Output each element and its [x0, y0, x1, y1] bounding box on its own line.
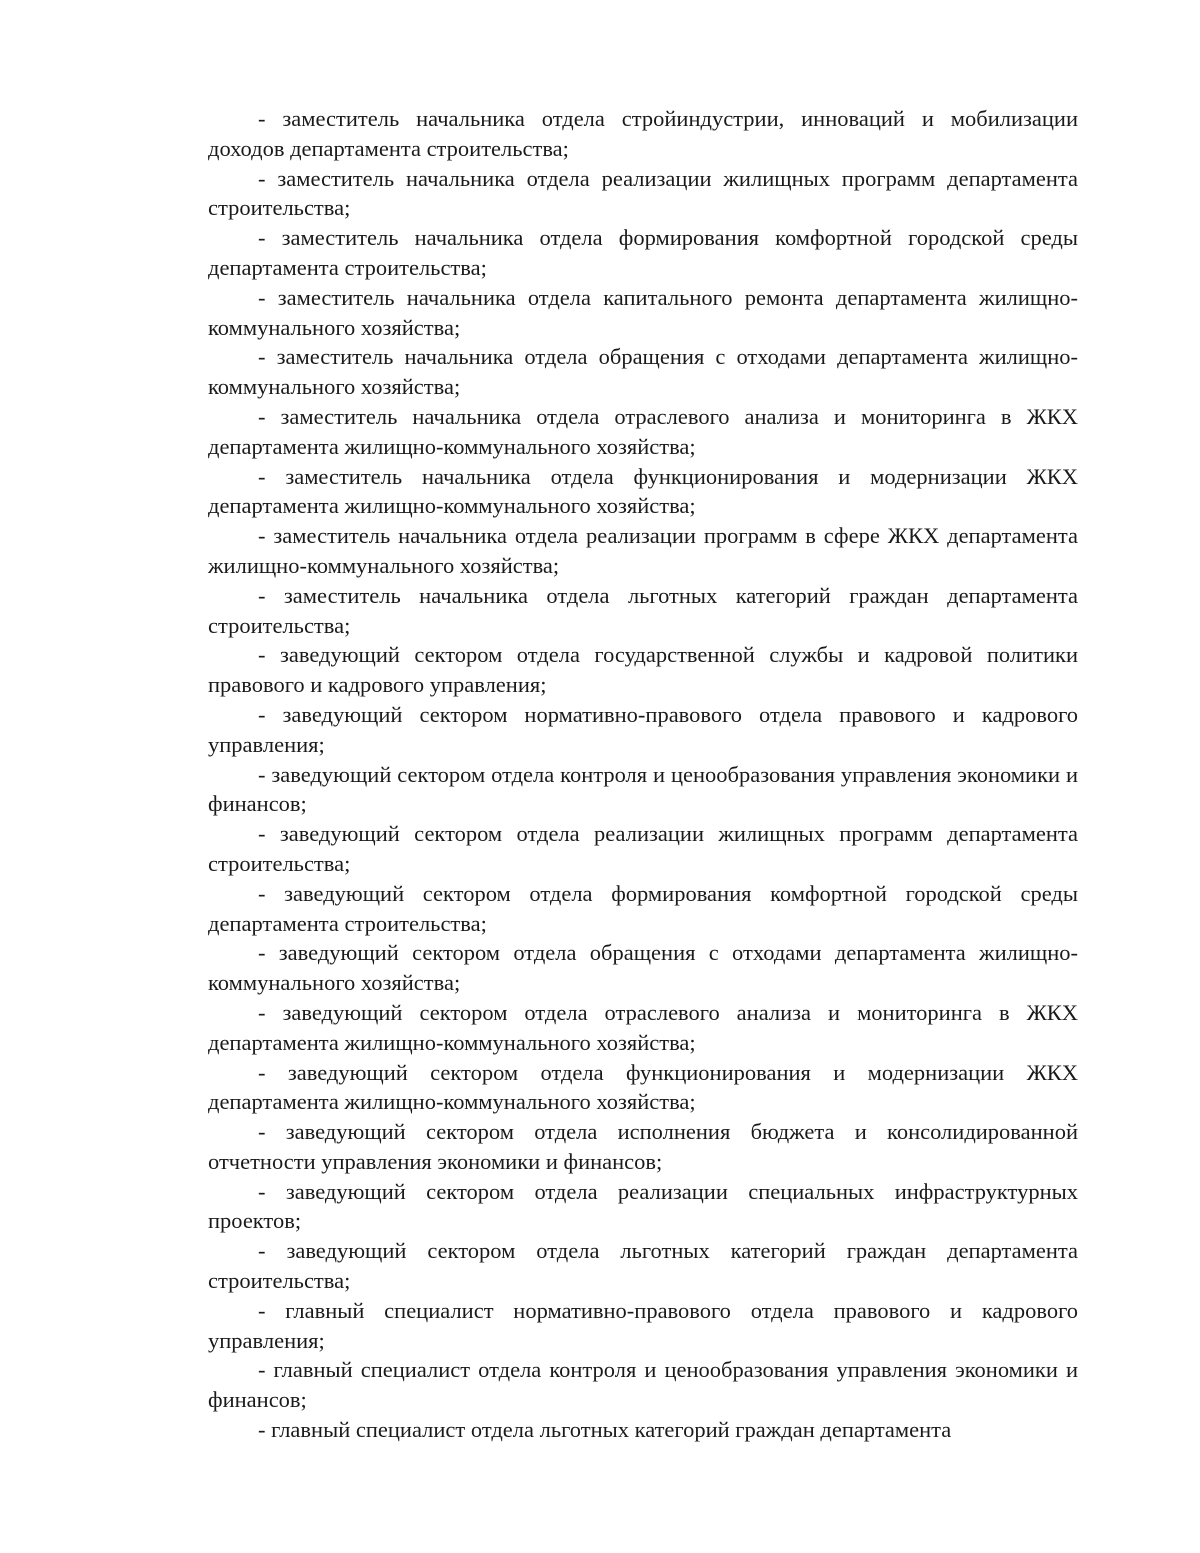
list-item: - заместитель начальника отдела реализации жилищных программ департамента строительства;: [208, 165, 1078, 221]
position-list: [208, 104, 1078, 1445]
list-item: - заместитель начальника отдела обращения с отходами департамента жилищно-коммунального хозяйства;: [208, 344, 1078, 400]
list-item: - главный специалист нормативно-правового отдела правового и кадрового управления;: [208, 1297, 1078, 1353]
list-item: - заведующий сектором нормативно-правового отдела правового и кадрового управления;: [208, 701, 1078, 757]
list-item: - заместитель начальника отдела формирования комфортной городской среды департамента строительства;: [208, 225, 1078, 280]
list-item: - заместитель начальника отдела капитального ремонта департамента жилищно-коммунального хозяйства;: [208, 284, 1078, 340]
list-item: - заместитель начальника отдела льготных категорий граждан департамента строительства;: [208, 582, 1078, 638]
list-item: - заведующий сектором отдела реализации специальных инфраструктурных проектов;: [208, 1178, 1078, 1234]
list-item: - заведующий сектором отдела контроля и ценообразования управления экономики и финансов;: [208, 761, 1078, 817]
list-item: - заведующий сектором отдела льготных категорий граждан департамента строительства;: [208, 1238, 1078, 1294]
list-item: - главный специалист отдела льготных категорий граждан департамента: [258, 1417, 952, 1443]
list-item: - заведующий сектором отдела реализации жилищных программ департамента строительства;: [208, 821, 1078, 876]
list-item: - заведующий сектором отдела формирования комфортной городской среды департамента строительства;: [208, 880, 1078, 936]
list-item: - заместитель начальника отдела реализации программ в сфере ЖКХ департамента жилищно-коммунального хозяйства;: [208, 523, 1078, 578]
list-item: - заместитель начальника отдела отраслевого анализа и мониторинга в ЖКХ департамента жилищно-коммунального хозяйства;: [208, 403, 1078, 459]
list-item: - главный специалист отдела контроля и ценообразования управления экономики и финансов;: [208, 1357, 1078, 1413]
list-item: - заведующий сектором отдела исполнения бюджета и консолидированной отчетности управления экономики и финансов;: [208, 1119, 1078, 1174]
list-item: - заведующий сектором отдела отраслевого анализа и мониторинга в ЖКХ департамента жилищно-коммунального хозяйства;: [208, 999, 1078, 1055]
list-item: - заведующий сектором отдела функционирования и модернизации ЖКХ департамента жилищно-коммунального хозяйства;: [208, 1059, 1078, 1115]
list-item: - заведующий сектором отдела обращения с отходами департамента жилищно-коммунального хозяйства;: [208, 940, 1078, 996]
list-item: - заместитель начальника отдела функционирования и модернизации ЖКХ департамента жилищно-коммунального хозяйства;: [208, 463, 1078, 519]
list-item: - заведующий сектором отдела государственной службы и кадровой политики правового и кадрового управления;: [208, 642, 1078, 698]
list-item: - заместитель начальника отдела стройиндустрии, инноваций и мобилизации доходов департамента строительства;: [208, 106, 1078, 161]
